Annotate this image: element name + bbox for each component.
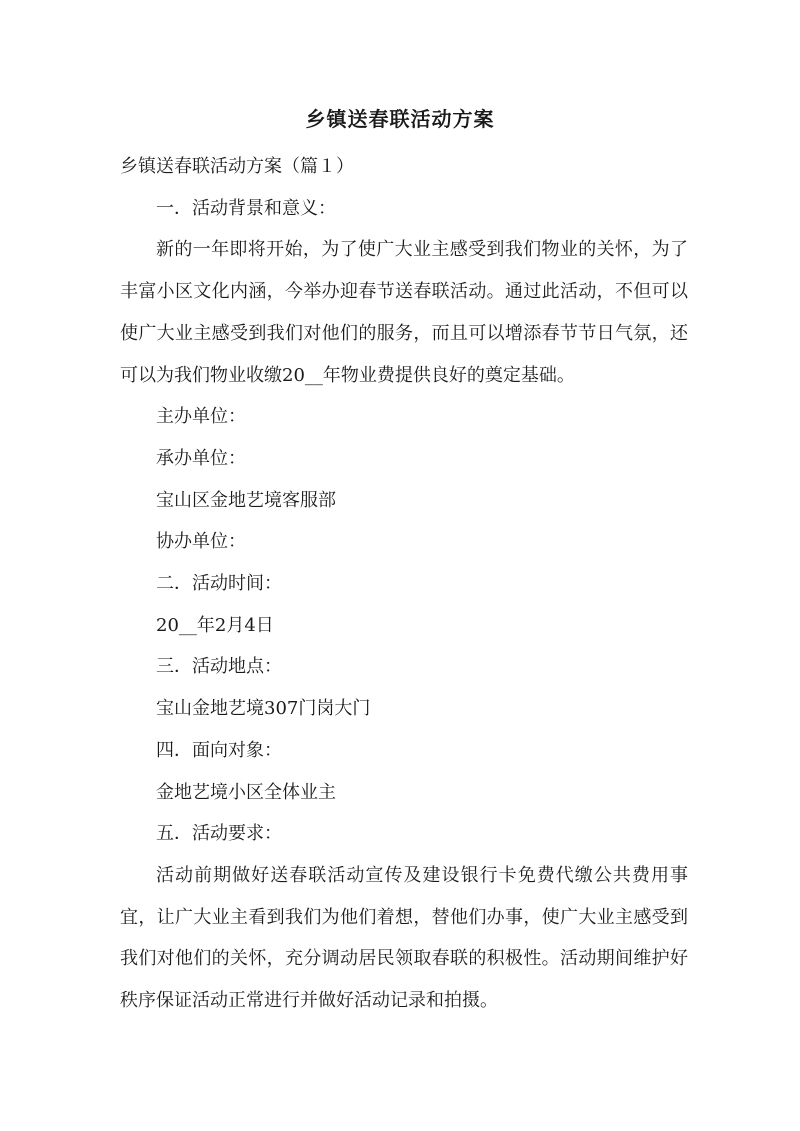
activity-location: 宝山金地艺境307门岗大门 xyxy=(156,698,371,720)
undertaker-name: 宝山区金地艺境客服部 xyxy=(156,489,336,511)
heading-location: 三．活动地点： xyxy=(156,656,282,678)
activity-date: 20__年2月4日 xyxy=(156,614,274,636)
paragraph-requirements: 活动前期做好送春联活动宣传及建设银行卡免费代缴公共费用事宜，让广大业主看到我们为他们着想，替他们办事，使广大业主感受到我们对他们的关怀，充分调动居民领取春联的积极性。活动期间维护好秩序保证活动正常进行并做好活动记录和拍摄。 xyxy=(120,864,688,1012)
heading-background: 一．活动背景和意义： xyxy=(156,197,336,219)
heading-audience: 四．面向对象： xyxy=(156,739,282,761)
label-co-organizer: 协办单位： xyxy=(156,531,246,553)
paragraph-background: 新的一年即将开始，为了使广大业主感受到我们物业的关怀，为了丰富小区文化内涵，今举办迎春节送春联活动。通过此活动，不但可以使广大业主感受到我们对他们的服务，而且可以增添春节节日气氛，还可以为我们物业收缴20__年物业费提供良好的奠定基础。 xyxy=(120,239,688,386)
activity-audience: 金地艺境小区全体业主 xyxy=(156,781,336,803)
document-title: 乡镇送春联活动方案 xyxy=(305,107,495,131)
document-body xyxy=(120,146,688,1022)
label-undertaker: 承办单位： xyxy=(156,447,246,469)
label-organizer: 主办单位： xyxy=(156,406,246,428)
section-heading-part-1: 乡镇送春联活动方案（篇１） xyxy=(120,156,354,177)
heading-requirements: 五．活动要求： xyxy=(156,823,282,845)
heading-time: 二．活动时间： xyxy=(156,573,282,595)
